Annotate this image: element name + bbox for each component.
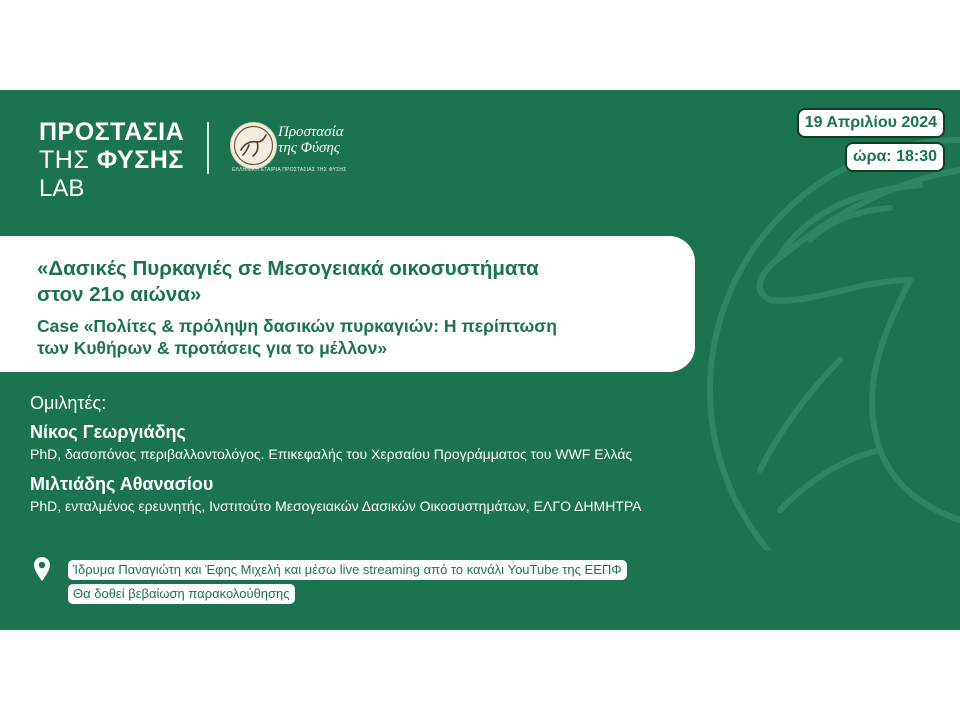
speakers-label: Ομιλητές: [30,393,107,413]
brand-line3: LAB [39,175,85,202]
brand-divider [207,122,209,174]
venue-info: Ίδρυμα Παναγιώτη και Έφης Μιχελή και μέσω live streaming από το κανάλι YouTube της ΕΕΠΦ [68,560,627,580]
organization-name: Προστασία της Φύσης [278,124,344,156]
speaker-name: Νίκος Γεωργιάδης [30,422,186,442]
speaker-name: Μιλτιάδης Αθανασίου [30,474,214,494]
event-time-badge: ώρα: 18:30 [845,142,945,172]
organization-subtitle: ΕΛΛΗΝΙΚΗ ΕΤΑΙΡΙΑ ΠΡΟΣΤΑΣΙΑΣ ΤΗΣ ΦΥΣΗΣ [232,167,347,173]
event-date-badge: 19 Απριλίου 2024 [797,108,945,138]
event-title: «Δασικές Πυρκαγιές σε Μεσογειακά οικοσυστήματα στον 21ο αιώνα» [37,257,539,306]
brand-line2-bold: ΦΥΣΗΣ [96,146,184,174]
speaker-description: PhD, ενταλμένος ερευνητής, Ινστιτούτο Μεσογειακών Δασικών Οικοσυστημάτων, ΕΛΓΟ ΔΗΜΗΤΡΑ [30,498,642,514]
brand-line1: ΠΡΟΣΤΑΣΙΑ [39,118,185,146]
event-subtitle: Case «Πολίτες & πρόληψη δασικών πυρκαγιών: Η περίπτωση των Κυθήρων & προτάσεις για το μέλλον» [37,316,557,358]
goat-emblem-icon [230,122,277,169]
map-pin-icon [33,556,51,582]
brand-line2: ΤΗΣ ΦΥΣΗΣ [39,146,184,174]
lab-brand [39,118,184,204]
goat-watermark-icon [660,130,960,550]
certificate-info: Θα δοθεί βεβαίωση παρακολούθησης [68,584,295,604]
speaker-description: PhD, δασοπόνος περιβαλλοντολόγος. Επικεφαλής του Χερσαίου Προγράμματος του WWF Ελλάς [30,446,633,462]
